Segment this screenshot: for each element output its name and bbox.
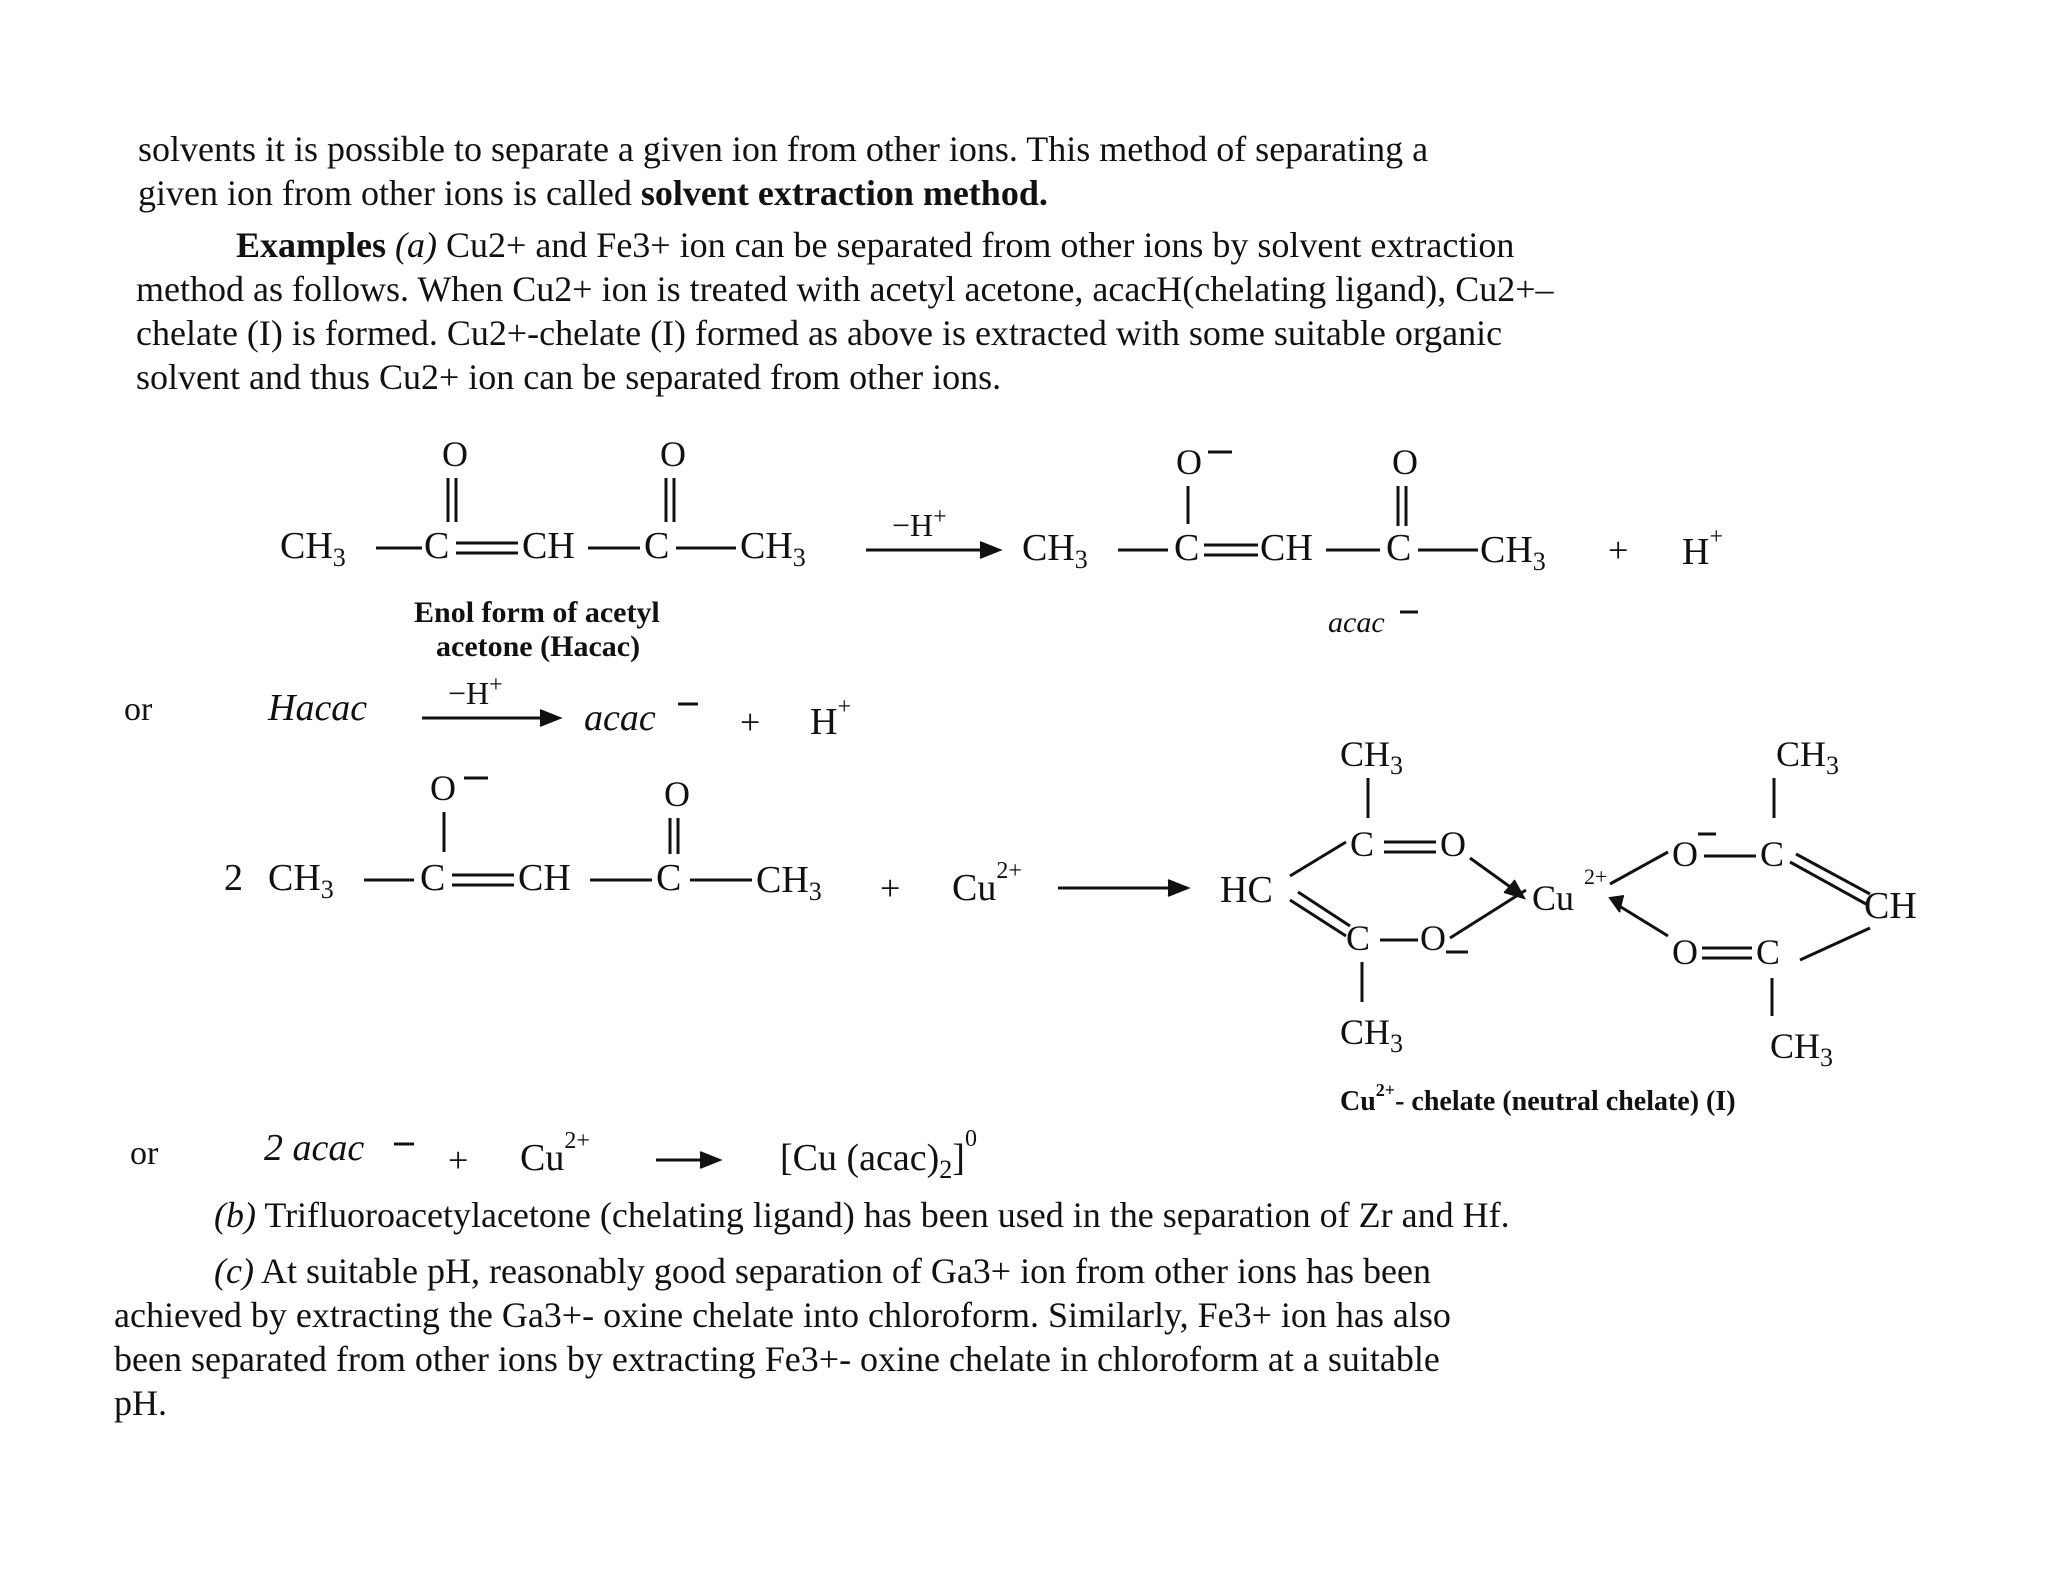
chelate-o-4: O xyxy=(1672,932,1698,972)
plus-3: + xyxy=(880,868,901,908)
intro-line-2-text: given ion from other ions is called xyxy=(138,173,641,213)
cu-ion: $Cu^{2+}$ xyxy=(952,858,1022,909)
o-atom-1: O xyxy=(442,434,468,474)
ch-atom-3: CH xyxy=(518,857,571,899)
chelate-ch3-bottom-left: $CH_3$ xyxy=(1340,1012,1404,1058)
ch3-left-2: $CH_3$ xyxy=(1022,527,1088,574)
example-c-line-2: achieved by extracting the Ga3+- oxine chelate into chloroform. Similarly, Fe3+ ion has also xyxy=(114,1295,1451,1335)
chelate-c-3: C xyxy=(1760,834,1785,874)
acac-product: acac xyxy=(584,697,656,739)
chelate-hc: HC xyxy=(1220,869,1273,911)
o-minus-1: O xyxy=(1176,442,1202,482)
chelate-c-1: C xyxy=(1350,824,1375,864)
ch3-left-3: $CH_3$ xyxy=(268,857,334,904)
example-c-line-4: pH. xyxy=(114,1383,167,1423)
chelate-c-4: C xyxy=(1756,932,1781,972)
coefficient-2: 2 xyxy=(224,857,243,899)
part-b-label: (b) xyxy=(214,1195,256,1235)
chelate-ch: CH xyxy=(1864,885,1917,927)
chelate-o-3: O xyxy=(1672,834,1698,874)
h-plus-1: H+ xyxy=(1682,524,1723,573)
chelate-ch3-top-left: $CH_3$ xyxy=(1340,734,1404,780)
example-a-line-3: chelate (I) is formed. Cu2+-chelate (I) formed as above is extracted with some suitable organic xyxy=(136,313,1503,353)
chelate-cu: Cu xyxy=(1532,878,1575,918)
chelate-c-2: C xyxy=(1346,918,1371,958)
enol-caption-1: Enol form of acetyl xyxy=(414,596,660,629)
example-b xyxy=(214,1194,1974,1236)
scheme-1 xyxy=(280,434,1723,663)
or-1: or xyxy=(124,691,153,728)
example-a-text-1: Cu2+ and Fe3+ ion can be separated from other ions by solvent extraction xyxy=(446,225,1515,265)
plus-2: + xyxy=(740,702,761,742)
part-a-label: (a) xyxy=(395,225,437,265)
example-a-line-4: solvent and thus Cu2+ ion can be separated from other ions. xyxy=(136,357,1002,397)
h-plus-2: H+ xyxy=(810,694,851,743)
c-atom-1: C xyxy=(424,525,450,567)
ch3-right-2: $CH_3$ xyxy=(1480,529,1546,576)
chelate-caption: $Cu^{2+}-$ chelate (neutral chelate) (I) xyxy=(1340,1080,1736,1117)
c-atom-5: C xyxy=(420,857,446,899)
ch3-right-1: $CH_3$ xyxy=(740,525,806,572)
arrow-label-1: −H+ xyxy=(892,504,947,543)
hacac: Hacac xyxy=(268,687,368,729)
scheme-2 xyxy=(124,672,851,743)
chelate-cu-charge: 2+ xyxy=(1584,864,1608,889)
example-c-line-3: been separated from other ions by extracting Fe3+- oxine chelate in chloroform at a suitable xyxy=(114,1339,1440,1379)
chelate-o-2: O xyxy=(1420,918,1446,958)
c-atom-4: C xyxy=(1386,527,1412,569)
example-c-text-1: At suitable pH, reasonably good separation of Ga3+ ion from other ions has been xyxy=(260,1251,1432,1291)
ch-atom-1: CH xyxy=(522,525,575,567)
o-minus-2: O xyxy=(430,768,456,808)
term-solvent-extraction: solvent extraction method. xyxy=(640,173,1048,213)
c-atom-2: C xyxy=(644,525,670,567)
cu-acac-product: [Cu $(acac)_2]^0$ xyxy=(780,1126,977,1184)
chelate-o-1: O xyxy=(1440,824,1466,864)
scheme-3 xyxy=(224,734,1917,1117)
example-b-text: Trifluoroacetylacetone (chelating ligand) has been used in the separation of Zr and Hf. xyxy=(264,1195,1510,1235)
example-a-line-2: method as follows. When Cu2+ ion is treated with acetyl acetone, acacH(chelating ligand), Cu2+– xyxy=(136,269,1554,309)
scheme-4 xyxy=(130,1126,977,1184)
examples-heading: Examples xyxy=(236,225,387,265)
example-c-line-1 xyxy=(214,1250,1954,1292)
plus-4: + xyxy=(448,1140,469,1180)
part-c-label: (c) xyxy=(214,1251,254,1291)
ch-atom-2: CH xyxy=(1260,527,1313,569)
ch3-left: $CH_3$ xyxy=(280,525,346,572)
c-atom-3: C xyxy=(1174,527,1200,569)
chelate-ch3-top-right: $CH_3$ xyxy=(1776,734,1840,780)
intro-line-1: solvents it is possible to separate a given ion from other ions. This method of separating a xyxy=(138,129,1429,169)
plus-1: + xyxy=(1608,530,1629,570)
acac-label: acac xyxy=(1328,606,1385,639)
arrow-label-2: −H+ xyxy=(448,672,503,711)
or-2: or xyxy=(130,1135,159,1172)
cu-ion-2: $Cu^{2+}$ xyxy=(520,1128,590,1179)
enol-caption-2: acetone (Hacac) xyxy=(436,630,641,663)
ch3-right-3: $CH_3$ xyxy=(756,859,822,906)
acac-lhs: 2 acac xyxy=(264,1127,365,1169)
o-atom-4: O xyxy=(664,774,690,814)
chelate-ch3-bottom-right: $CH_3$ xyxy=(1770,1026,1834,1072)
o-atom-2: O xyxy=(660,434,686,474)
o-atom-3: O xyxy=(1392,442,1418,482)
c-atom-6: C xyxy=(656,857,682,899)
